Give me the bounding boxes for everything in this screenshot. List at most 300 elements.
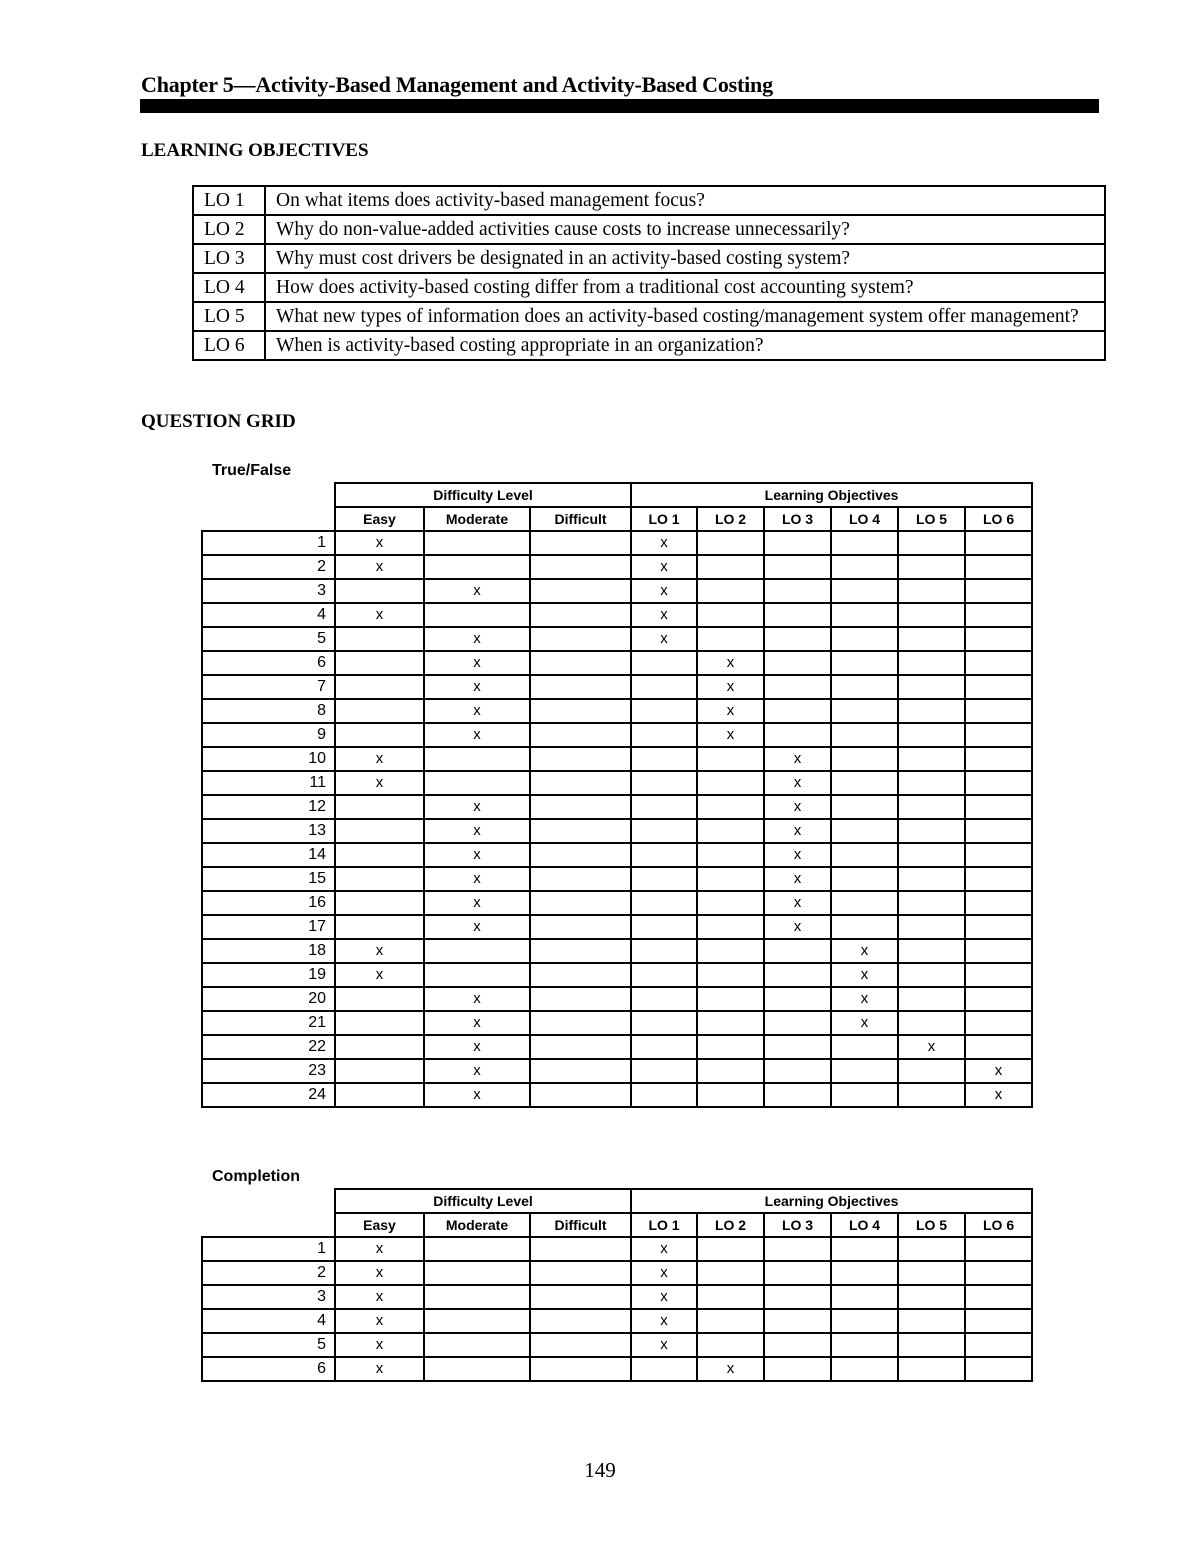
learning-objective-row — [193, 186, 1105, 215]
empty-cell — [530, 555, 631, 579]
empty-cell — [831, 531, 898, 555]
empty-cell — [965, 747, 1032, 771]
empty-cell — [530, 579, 631, 603]
empty-cell — [764, 651, 831, 675]
column-header-lo6: LO 6 — [965, 1213, 1032, 1237]
learning-objective-id: LO 5 — [193, 302, 265, 331]
empty-cell — [898, 915, 965, 939]
empty-cell — [764, 1237, 831, 1261]
mark-cell: x — [335, 1237, 424, 1261]
question-row — [202, 1083, 1032, 1107]
question-row — [202, 699, 1032, 723]
mark-cell: x — [697, 651, 764, 675]
question-row — [202, 579, 1032, 603]
empty-cell — [335, 1035, 424, 1059]
question-number: 4 — [202, 1309, 335, 1333]
empty-cell — [965, 843, 1032, 867]
empty-cell — [898, 603, 965, 627]
question-number: 17 — [202, 915, 335, 939]
empty-cell — [898, 699, 965, 723]
mark-cell: x — [335, 963, 424, 987]
empty-cell — [965, 627, 1032, 651]
empty-cell — [898, 819, 965, 843]
empty-cell — [764, 1309, 831, 1333]
empty-cell — [530, 627, 631, 651]
empty-cell — [831, 771, 898, 795]
grid-group-header-row — [202, 483, 1032, 507]
learning-objectives-header: Learning Objectives — [631, 1189, 1032, 1213]
mark-cell: x — [335, 1309, 424, 1333]
mark-cell: x — [697, 675, 764, 699]
question-row — [202, 939, 1032, 963]
empty-cell — [764, 531, 831, 555]
question-grid-heading: QUESTION GRID — [141, 411, 296, 432]
empty-cell — [965, 1285, 1032, 1309]
mark-cell: x — [335, 555, 424, 579]
column-header-difficult: Difficult — [530, 507, 631, 531]
mark-cell: x — [424, 795, 530, 819]
empty-cell — [965, 963, 1032, 987]
empty-cell — [965, 1261, 1032, 1285]
question-row — [202, 651, 1032, 675]
empty-cell — [424, 603, 530, 627]
question-number: 18 — [202, 939, 335, 963]
mark-cell: x — [424, 915, 530, 939]
empty-cell — [831, 1333, 898, 1357]
mark-cell: x — [424, 867, 530, 891]
empty-cell — [831, 1059, 898, 1083]
empty-cell — [424, 771, 530, 795]
mark-cell: x — [764, 867, 831, 891]
empty-cell — [530, 699, 631, 723]
empty-cell — [530, 723, 631, 747]
empty-cell — [898, 867, 965, 891]
question-number: 5 — [202, 627, 335, 651]
question-number: 21 — [202, 1011, 335, 1035]
empty-cell — [965, 1333, 1032, 1357]
empty-cell — [831, 747, 898, 771]
empty-cell — [764, 675, 831, 699]
learning-objective-id: LO 3 — [193, 244, 265, 273]
empty-cell — [697, 579, 764, 603]
mark-cell: x — [424, 1011, 530, 1035]
question-number: 6 — [202, 651, 335, 675]
question-number: 3 — [202, 579, 335, 603]
question-number: 2 — [202, 555, 335, 579]
empty-cell — [831, 915, 898, 939]
empty-cell — [631, 963, 697, 987]
empty-cell — [530, 891, 631, 915]
learning-objectives-table — [192, 185, 1106, 361]
empty-cell — [424, 1261, 530, 1285]
mark-cell: x — [697, 723, 764, 747]
empty-cell — [631, 1357, 697, 1381]
column-header-difficult: Difficult — [530, 1213, 631, 1237]
empty-cell — [898, 987, 965, 1011]
question-number: 20 — [202, 987, 335, 1011]
column-header-lo2: LO 2 — [697, 1213, 764, 1237]
empty-cell — [898, 939, 965, 963]
question-row — [202, 627, 1032, 651]
empty-cell — [831, 723, 898, 747]
mark-cell: x — [335, 1333, 424, 1357]
empty-cell — [631, 1059, 697, 1083]
empty-cell — [697, 1261, 764, 1285]
question-row — [202, 915, 1032, 939]
mark-cell: x — [831, 939, 898, 963]
question-number: 10 — [202, 747, 335, 771]
empty-cell — [898, 723, 965, 747]
column-header-lo3: LO 3 — [764, 507, 831, 531]
empty-cell — [424, 939, 530, 963]
mark-cell: x — [335, 1357, 424, 1381]
question-number: 24 — [202, 1083, 335, 1107]
empty-cell — [965, 987, 1032, 1011]
empty-cell — [898, 651, 965, 675]
mark-cell: x — [631, 627, 697, 651]
empty-cell — [898, 1357, 965, 1381]
empty-cell — [831, 1035, 898, 1059]
mark-cell: x — [631, 1261, 697, 1285]
empty-cell — [764, 963, 831, 987]
empty-cell — [335, 1059, 424, 1083]
mark-cell: x — [965, 1059, 1032, 1083]
learning-objectives-header: Learning Objectives — [631, 483, 1032, 507]
empty-cell — [697, 987, 764, 1011]
empty-cell — [697, 1237, 764, 1261]
mark-cell: x — [631, 531, 697, 555]
mark-cell: x — [424, 1059, 530, 1083]
empty-cell — [764, 1083, 831, 1107]
question-number: 6 — [202, 1357, 335, 1381]
empty-cell — [831, 867, 898, 891]
empty-cell — [764, 1261, 831, 1285]
empty-cell — [764, 579, 831, 603]
empty-cell — [697, 1285, 764, 1309]
empty-cell — [424, 1285, 530, 1309]
empty-cell — [965, 891, 1032, 915]
empty-cell — [697, 1083, 764, 1107]
empty-cell — [764, 603, 831, 627]
empty-cell — [965, 819, 1032, 843]
learning-objective-id: LO 2 — [193, 215, 265, 244]
empty-cell — [697, 867, 764, 891]
mark-cell: x — [631, 1285, 697, 1309]
grid-header-spacer — [202, 1213, 335, 1237]
grid-column-header-row — [202, 507, 1032, 531]
learning-objective-text: How does activity-based costing differ from a traditional cost accounting system? — [265, 273, 1105, 302]
mark-cell: x — [631, 579, 697, 603]
completion-caption: Completion — [212, 1168, 300, 1185]
empty-cell — [764, 1035, 831, 1059]
empty-cell — [530, 675, 631, 699]
empty-cell — [764, 1059, 831, 1083]
question-row — [202, 1237, 1032, 1261]
empty-cell — [831, 579, 898, 603]
empty-cell — [965, 1035, 1032, 1059]
mark-cell: x — [631, 1237, 697, 1261]
empty-cell — [530, 795, 631, 819]
empty-cell — [530, 1285, 631, 1309]
empty-cell — [898, 1333, 965, 1357]
empty-cell — [335, 987, 424, 1011]
empty-cell — [697, 939, 764, 963]
mark-cell: x — [335, 1261, 424, 1285]
empty-cell — [530, 1035, 631, 1059]
empty-cell — [965, 579, 1032, 603]
empty-cell — [631, 915, 697, 939]
question-row — [202, 987, 1032, 1011]
empty-cell — [831, 555, 898, 579]
mark-cell: x — [764, 771, 831, 795]
mark-cell: x — [424, 843, 530, 867]
learning-objective-row — [193, 244, 1105, 273]
question-number: 1 — [202, 1237, 335, 1261]
column-header-lo3: LO 3 — [764, 1213, 831, 1237]
mark-cell: x — [697, 699, 764, 723]
column-header-lo4: LO 4 — [831, 1213, 898, 1237]
empty-cell — [335, 795, 424, 819]
column-header-moderate: Moderate — [424, 1213, 530, 1237]
empty-cell — [898, 675, 965, 699]
empty-cell — [965, 531, 1032, 555]
empty-cell — [965, 555, 1032, 579]
empty-cell — [898, 1285, 965, 1309]
empty-cell — [898, 555, 965, 579]
question-row — [202, 555, 1032, 579]
learning-objective-text: On what items does activity-based management focus? — [265, 186, 1105, 215]
empty-cell — [831, 891, 898, 915]
empty-cell — [631, 891, 697, 915]
empty-cell — [697, 915, 764, 939]
question-number: 3 — [202, 1285, 335, 1309]
question-row — [202, 795, 1032, 819]
empty-cell — [697, 531, 764, 555]
mark-cell: x — [424, 579, 530, 603]
empty-cell — [530, 603, 631, 627]
question-number: 8 — [202, 699, 335, 723]
empty-cell — [697, 555, 764, 579]
mark-cell: x — [831, 987, 898, 1011]
empty-cell — [530, 843, 631, 867]
grid-header-spacer — [202, 483, 335, 507]
column-header-lo6: LO 6 — [965, 507, 1032, 531]
question-row — [202, 1261, 1032, 1285]
mark-cell: x — [831, 963, 898, 987]
mark-cell: x — [764, 915, 831, 939]
empty-cell — [335, 819, 424, 843]
question-number: 15 — [202, 867, 335, 891]
empty-cell — [530, 651, 631, 675]
empty-cell — [965, 675, 1032, 699]
mark-cell: x — [424, 699, 530, 723]
question-row — [202, 531, 1032, 555]
empty-cell — [697, 795, 764, 819]
question-number: 13 — [202, 819, 335, 843]
empty-cell — [898, 771, 965, 795]
question-row — [202, 1309, 1032, 1333]
empty-cell — [530, 939, 631, 963]
empty-cell — [530, 1261, 631, 1285]
question-row — [202, 747, 1032, 771]
column-header-lo2: LO 2 — [697, 507, 764, 531]
true-false-grid — [201, 482, 1033, 1108]
empty-cell — [530, 1309, 631, 1333]
empty-cell — [424, 747, 530, 771]
mark-cell: x — [335, 1285, 424, 1309]
question-row — [202, 1011, 1032, 1035]
empty-cell — [764, 1357, 831, 1381]
empty-cell — [764, 627, 831, 651]
empty-cell — [764, 699, 831, 723]
empty-cell — [335, 843, 424, 867]
empty-cell — [530, 747, 631, 771]
empty-cell — [831, 1285, 898, 1309]
empty-cell — [697, 1035, 764, 1059]
empty-cell — [530, 915, 631, 939]
mark-cell: x — [424, 1083, 530, 1107]
empty-cell — [335, 891, 424, 915]
empty-cell — [898, 1237, 965, 1261]
mark-cell: x — [631, 1333, 697, 1357]
empty-cell — [697, 1333, 764, 1357]
empty-cell — [335, 579, 424, 603]
empty-cell — [831, 1237, 898, 1261]
empty-cell — [424, 1333, 530, 1357]
learning-objective-text: What new types of information does an activity-based costing/management system offer management? — [265, 302, 1105, 331]
empty-cell — [898, 1261, 965, 1285]
question-row — [202, 603, 1032, 627]
mark-cell: x — [697, 1357, 764, 1381]
question-row — [202, 843, 1032, 867]
empty-cell — [697, 627, 764, 651]
empty-cell — [335, 723, 424, 747]
empty-cell — [965, 1357, 1032, 1381]
empty-cell — [965, 651, 1032, 675]
mark-cell: x — [831, 1011, 898, 1035]
empty-cell — [764, 555, 831, 579]
empty-cell — [335, 1083, 424, 1107]
empty-cell — [335, 915, 424, 939]
mark-cell: x — [764, 795, 831, 819]
mark-cell: x — [335, 531, 424, 555]
title-rule — [140, 99, 1099, 113]
empty-cell — [831, 699, 898, 723]
learning-objective-row — [193, 215, 1105, 244]
empty-cell — [424, 1357, 530, 1381]
mark-cell: x — [898, 1035, 965, 1059]
question-row — [202, 1285, 1032, 1309]
empty-cell — [898, 963, 965, 987]
grid-header-spacer — [202, 507, 335, 531]
empty-cell — [831, 795, 898, 819]
empty-cell — [530, 771, 631, 795]
empty-cell — [697, 843, 764, 867]
empty-cell — [530, 867, 631, 891]
column-header-moderate: Moderate — [424, 507, 530, 531]
empty-cell — [697, 819, 764, 843]
learning-objective-text: When is activity-based costing appropriate in an organization? — [265, 331, 1105, 360]
empty-cell — [530, 531, 631, 555]
empty-cell — [831, 1357, 898, 1381]
mark-cell: x — [335, 771, 424, 795]
question-row — [202, 1333, 1032, 1357]
empty-cell — [631, 819, 697, 843]
empty-cell — [831, 819, 898, 843]
empty-cell — [898, 1011, 965, 1035]
learning-objective-row — [193, 273, 1105, 302]
mark-cell: x — [631, 555, 697, 579]
chapter-title: Chapter 5—Activity-Based Management and Activity-Based Costing — [141, 72, 773, 97]
mark-cell: x — [631, 1309, 697, 1333]
empty-cell — [631, 987, 697, 1011]
empty-cell — [335, 627, 424, 651]
column-header-lo5: LO 5 — [898, 1213, 965, 1237]
empty-cell — [697, 1059, 764, 1083]
empty-cell — [831, 675, 898, 699]
empty-cell — [530, 1237, 631, 1261]
empty-cell — [631, 771, 697, 795]
question-number: 12 — [202, 795, 335, 819]
empty-cell — [697, 603, 764, 627]
question-row — [202, 819, 1032, 843]
difficulty-level-header: Difficulty Level — [335, 483, 631, 507]
empty-cell — [530, 1011, 631, 1035]
empty-cell — [631, 1035, 697, 1059]
empty-cell — [530, 819, 631, 843]
empty-cell — [965, 603, 1032, 627]
mark-cell: x — [424, 819, 530, 843]
empty-cell — [965, 1309, 1032, 1333]
empty-cell — [424, 531, 530, 555]
empty-cell — [965, 939, 1032, 963]
empty-cell — [697, 1309, 764, 1333]
empty-cell — [697, 891, 764, 915]
question-number: 14 — [202, 843, 335, 867]
grid-group-header-row — [202, 1189, 1032, 1213]
learning-objective-row — [193, 302, 1105, 331]
question-number: 23 — [202, 1059, 335, 1083]
question-number: 2 — [202, 1261, 335, 1285]
empty-cell — [831, 1083, 898, 1107]
empty-cell — [424, 963, 530, 987]
grid-header-spacer — [202, 1189, 335, 1213]
question-number: 1 — [202, 531, 335, 555]
empty-cell — [898, 1059, 965, 1083]
empty-cell — [965, 795, 1032, 819]
column-header-easy: Easy — [335, 1213, 424, 1237]
empty-cell — [764, 1285, 831, 1309]
empty-cell — [530, 963, 631, 987]
empty-cell — [631, 795, 697, 819]
question-row — [202, 963, 1032, 987]
column-header-easy: Easy — [335, 507, 424, 531]
mark-cell: x — [424, 891, 530, 915]
question-row — [202, 867, 1032, 891]
empty-cell — [898, 1309, 965, 1333]
question-row — [202, 771, 1032, 795]
empty-cell — [697, 1011, 764, 1035]
question-number: 22 — [202, 1035, 335, 1059]
question-row — [202, 1035, 1032, 1059]
empty-cell — [831, 1309, 898, 1333]
completion-grid — [201, 1188, 1033, 1382]
grid-column-header-row — [202, 1213, 1032, 1237]
question-row — [202, 1059, 1032, 1083]
column-header-lo5: LO 5 — [898, 507, 965, 531]
empty-cell — [898, 1083, 965, 1107]
learning-objective-id: LO 4 — [193, 273, 265, 302]
